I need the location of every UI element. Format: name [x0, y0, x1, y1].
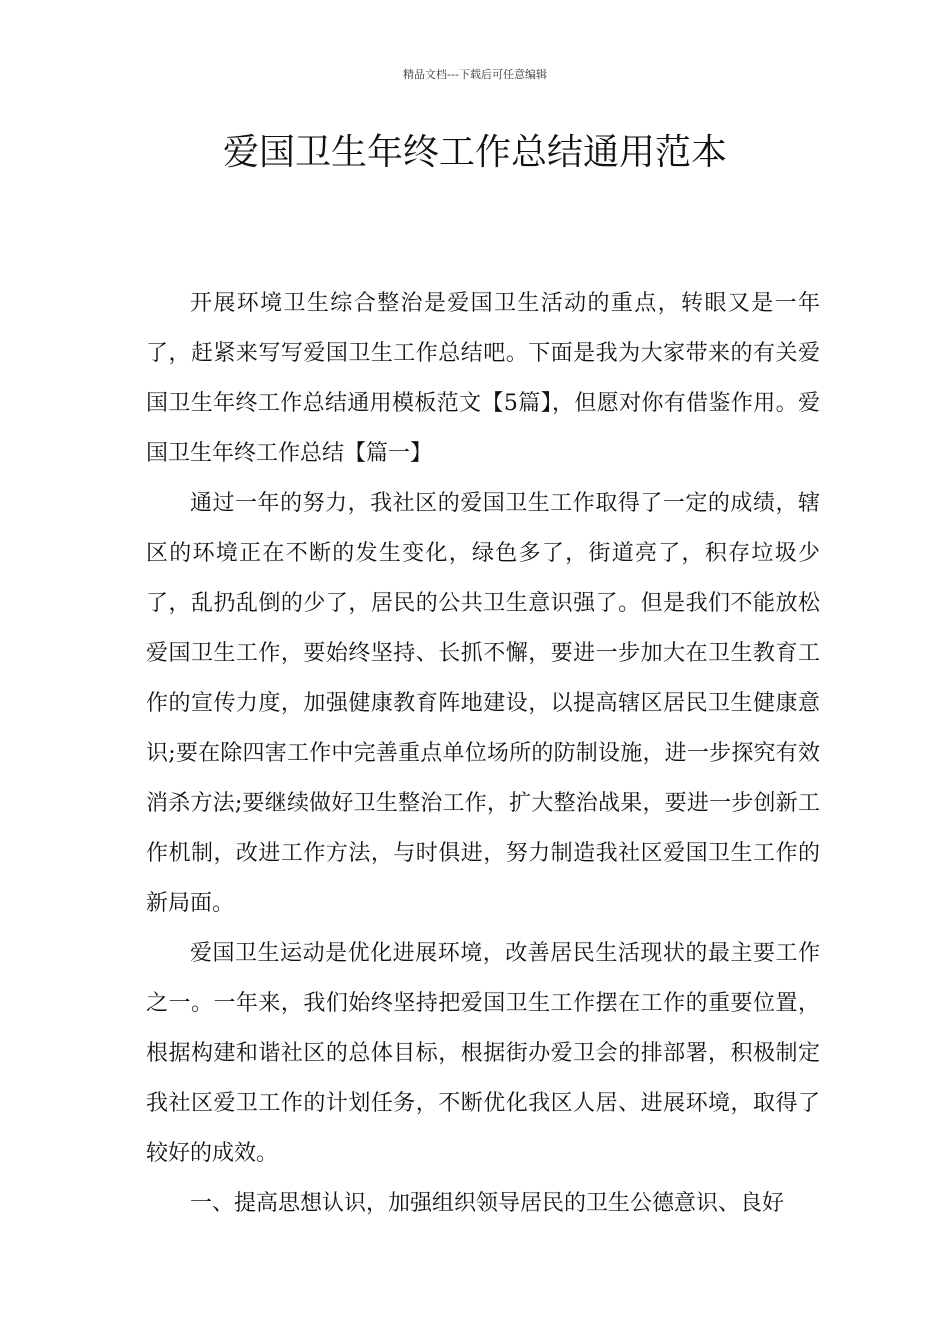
- header-note: 精品文档---下载后可任意编辑: [403, 68, 547, 81]
- document-title: 爱国卫生年终工作总结通用范本: [222, 132, 727, 173]
- paragraph-4: 一、提高思想认识，加强组织领导居民的卫生公德意识、良好: [190, 1191, 785, 1216]
- paragraph-3: 爱国卫生运动是优化进展环境，改善居民生活现状的最主要工作之一。一年来，我们始终坚持把爱国卫生工作摆在工作的重要位置，根据构建和谐社区的总体目标，根据街办爱卫会的排部署，积极制定我社区爱卫工作的计划任务，不断优化我区人居、进展环境，取得了较好的成效。: [146, 941, 820, 1166]
- paragraph-1: 开展环境卫生综合整治是爱国卫生活动的重点，转眼又是一年了，赶紧来写写爱国卫生工作总结吧。下面是我为大家带来的有关爱国卫生年终工作总结通用模板范文【5篇】，但愿对你有借鉴作用。爱国卫生年终工作总结【篇一】: [146, 291, 820, 466]
- paragraph-2: 通过一年的努力，我社区的爱国卫生工作取得了一定的成绩，辖区的环境正在不断的发生变化，绿色多了，街道亮了，积存垃圾少了，乱扔乱倒的少了，居民的公共卫生意识强了。但是我们不能放松爱国卫生工作，要始终坚持、长抓不懈，要进一步加大在卫生教育工作的宣传力度，加强健康教育阵地建设，以提高辖区居民卫生健康意识;要在除四害工作中完善重点单位场所的防制设施，进一步探究有效消杀方法;要继续做好卫生整治工作，扩大整治战果，要进一步创新工作机制，改进工作方法，与时俱进，努力制造我社区爱国卫生工作的新局面。: [146, 491, 820, 916]
- document-body: [146, 279, 820, 1229]
